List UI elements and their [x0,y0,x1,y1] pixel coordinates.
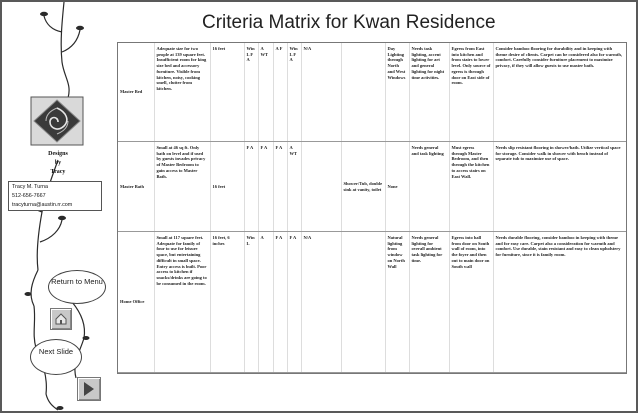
code-cell: F A [273,232,287,373]
ornamental-logo [28,94,86,148]
brand-line-1: Designs [48,151,68,157]
code-cell: Win L [244,232,258,373]
fixtures-cell [341,43,385,142]
note-cell [301,142,341,232]
next-arrow-icon [82,381,96,397]
fixtures-cell [341,232,385,373]
room-cell: Master Bath [118,142,154,232]
next-slide-callout: Next Slide [30,339,82,375]
recommendation-cell: Needs slip resistant flooring in shower/bath. Utilize vertical space for storage. Consider walk in shower with bench instead of separate tub to maximize use of space. [493,142,626,232]
code-cell: F A [258,142,273,232]
egress-cell: Egress into hall from door on South wall of room, into the foyer and then out to main door on South wall [449,232,493,373]
brand-caption [24,150,92,177]
contact-phone: 512-656-7667 [12,193,46,199]
daylight-cell: None [385,142,409,232]
criteria-matrix [117,42,627,374]
brand-line-2: by [54,160,62,166]
table-row [118,43,626,142]
contact-name: Tracy M. Turna [12,184,49,190]
note-cell: N/A [301,232,341,373]
page-title: Criteria Matrix for Kwan Residence [202,12,496,33]
note-cell: N/A [301,43,341,142]
criteria-table [118,43,627,373]
daylight-cell: Day Lighting through North and West Windows [385,43,409,142]
adjacency-cell: Small at 117 square feet. Adequate for family of four to use for leisure space, but entertaining difficult in small space. Entry access is built. Poor access to kitchen if snacks/drinks are going to be consumed in the room. [154,232,210,373]
contact-email: tracyturna@austin.rr.com [12,202,73,208]
lighting-cell: Needs task lighting, accent lighting for art and general lighting for night time activities. [409,43,449,142]
code-cell: Win L F A [287,43,301,142]
home-button[interactable] [50,308,72,330]
table-row [118,142,626,232]
home-icon [54,312,68,326]
recommendation-cell: Consider bamboo flooring for durability and in keeping with theme desire of clients. Carpet can be considered also for warmth, comfort. Carefully consider furniture placement to maximize privacy, if they will allow guests to use master bath. [493,43,626,142]
code-cell: A WT [287,142,301,232]
code-cell: F A [273,142,287,232]
recommendation-cell: Needs durable flooring, consider bamboo in keeping with theme and for easy care. Carpet also a consideration for warmth and comfort. Use durable, stain resistant and easy to clean upholstery for furniture, since it is family room. [493,232,626,373]
code-cell: F A [287,232,301,373]
daylight-cell: Natural lighting from window on North Wall [385,232,409,373]
lighting-cell: Needs general and task lighting [409,142,449,232]
size-cell: 16 feet [210,142,244,232]
return-to-menu-callout: Return to Menu [48,270,106,304]
size-cell: 16 feet, 6 inches [210,232,244,373]
code-cell: A F [273,43,287,142]
lighting-cell: Needs general lighting for overall ambient task lighting for time. [409,232,449,373]
fixtures-cell: Shower/Tub, double sink at vanity, toilet [341,142,385,232]
next-slide-button[interactable] [77,377,101,401]
table-row [118,232,626,373]
size-cell: 16 feet [210,43,244,142]
code-cell: A [258,232,273,373]
code-cell: F A [244,142,258,232]
room-cell: Master Bed [118,43,154,142]
brand-line-3: Tracy [50,169,66,175]
code-cell: Win L F A [244,43,258,142]
adjacency-cell: Adequate size for two people at 139 square feet. Insufficient room for king size bed and accessory furniture. Visible from kitchen, noisy, cooking smell, clutter from kitchen. [154,43,210,142]
left-rail [2,2,114,411]
adjacency-cell: Small at 46 sq ft. Only bath on level and if used by guests invades privacy of Master Bedroom to gain access to Master Bath. [154,142,210,232]
contact-card [8,181,102,211]
code-cell: A WT [258,43,273,142]
room-cell: Home Office [118,232,154,373]
egress-cell: Must egress through Master Bedroom, and then through the kitchen to access stairs on East Wall. [449,142,493,232]
egress-cell: Egress from East into kitchen and from stairs to lower level. Only source of egress is through door on East side of room. [449,43,493,142]
